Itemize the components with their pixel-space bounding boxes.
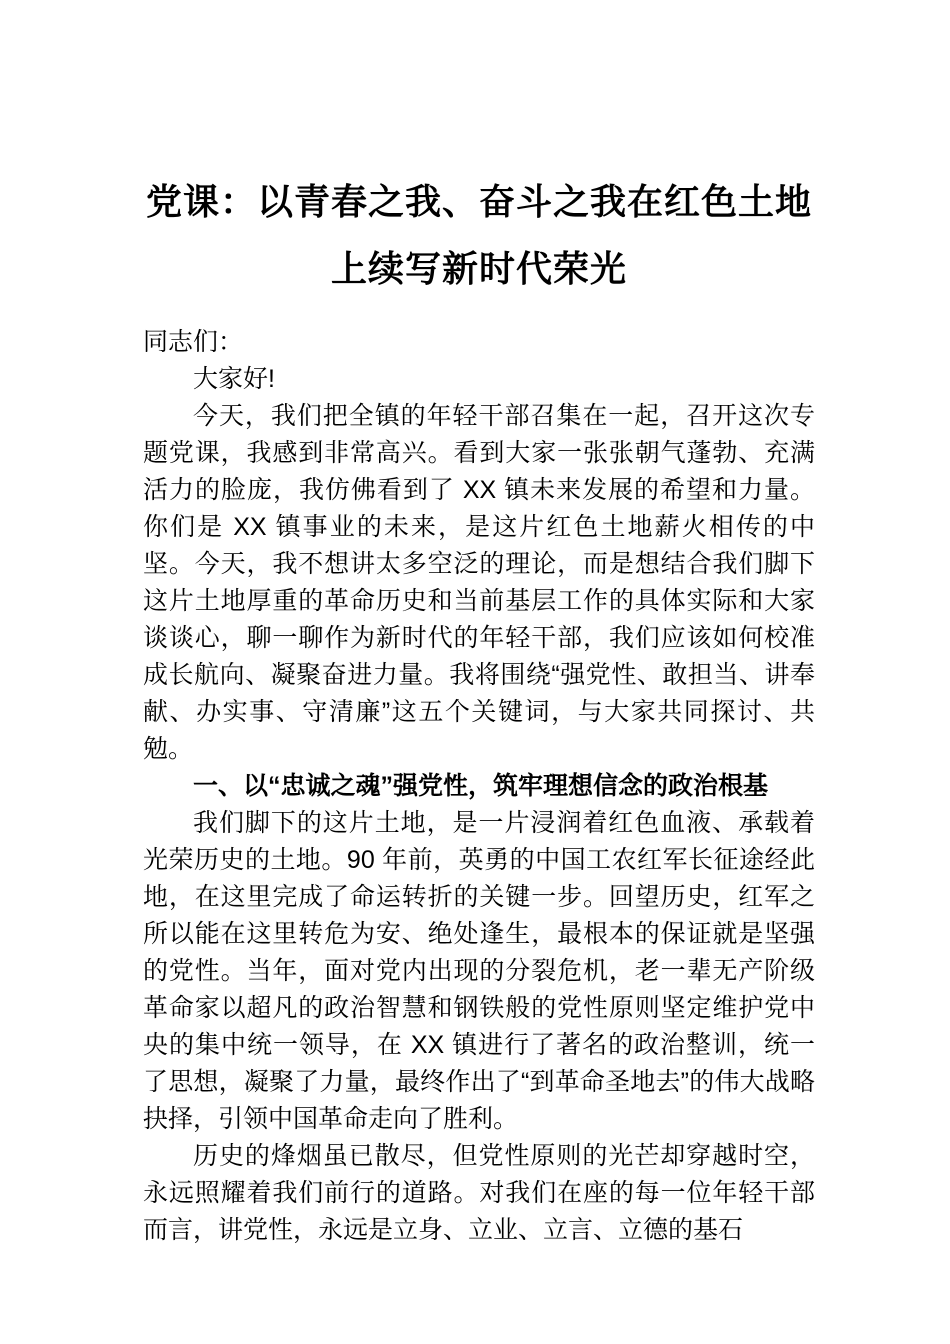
document-title-line-2: 上续写新时代荣光 — [330, 248, 627, 289]
paragraph-section1-body-1: 我们脚下的这片土地，是一片浸润着红色血液、承载着光荣历史的土地。90 年前，英勇的中国工农红军长征途经此地，在这里完成了命运转折的关键一步。回望历史，红军之所以能在这里转危为安、绝处逢生，最根本的保证就是坚强的党性。当年，面对党内出现的分裂危机，老一辈无产阶级革命家以超凡的政治智慧和钢铁般的党性原则坚定维护党中央的集中统一领导，在 XX 镇进行了著名的政治整训，统一了思想，凝聚了力量，最终作出了“到革命圣地去”的伟大战略抉择，引领中国革命走向了胜利。 — [143, 809, 815, 1133]
document-title — [143, 168, 815, 302]
paragraph-greeting: 大家好! — [193, 365, 275, 393]
document-title-line-1: 党课：以青春之我、奋斗之我在红色土地 — [145, 181, 812, 222]
paragraph-salutation: 同志们： — [143, 328, 244, 356]
paragraph-intro: 今天，我们把全镇的年轻干部召集在一起，召开这次专题党课，我感到非常高兴。看到大家一张张朝气蓬勃、充满活力的脸庞，我仿佛看到了 XX 镇未来发展的希望和力量。你们是 XX 镇事业的未来，是这片红色土地薪火相传的中坚。今天，我不想讲太多空泛的理论，而是想结合我们脚下这片土地厚重的革命历史和当前基层工作的具体实际和大家谈谈心，聊一聊作为新时代的年轻干部，我们应该如何校准成长航向、凝聚奋进力量。我将围绕“强党性、敢担当、讲奉献、办实事、守清廉”这五个关键词，与大家共同探讨、共勉。 — [143, 402, 815, 763]
document-body — [143, 324, 815, 1249]
section-heading-1: 一、以“忠诚之魂”强党性，筑牢理想信念的政治根基 — [193, 772, 769, 800]
paragraph-section1-body-2: 历史的烽烟虽已散尽，但党性原则的光芒却穿越时空，永远照耀着我们前行的道路。对我们在座的每一位年轻干部而言，讲党性，永远是立身、立业、立言、立德的基石 — [143, 1142, 815, 1244]
